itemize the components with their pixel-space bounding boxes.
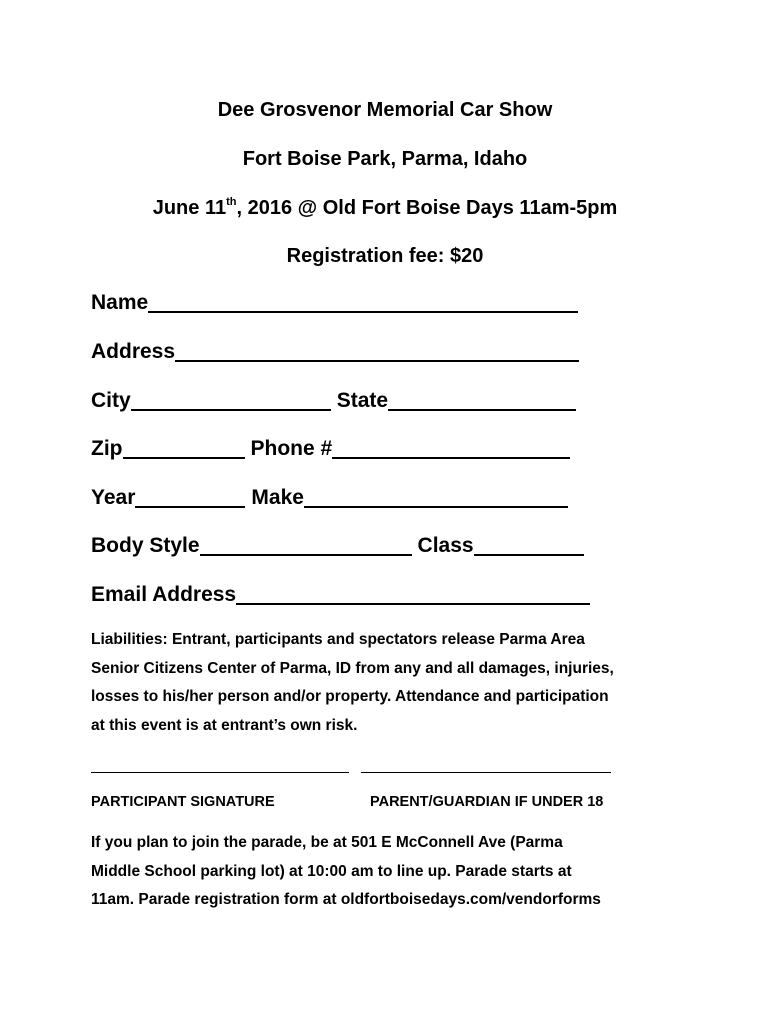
email-label: Email Address: [91, 583, 237, 606]
address-field[interactable]: [175, 338, 579, 362]
year-field[interactable]: [135, 484, 245, 508]
liabilities-paragraph: [91, 626, 691, 740]
city-state-row: [91, 386, 582, 416]
make-field[interactable]: [304, 484, 568, 508]
event-date: [0, 196, 770, 220]
state-field[interactable]: [388, 387, 576, 411]
liabilities-line: losses to his/her person and/or property. Attendance and participation: [91, 688, 609, 705]
class-label: Class: [417, 534, 474, 557]
parade-line: If you plan to join the parade, be at 501 E McConnell Ave (Parma: [91, 834, 563, 851]
email-row: [91, 580, 596, 610]
zip-phone-row: [91, 434, 576, 464]
name-field[interactable]: [148, 289, 578, 313]
address-label: Address: [91, 340, 176, 363]
registration-fee: Registration fee: $20: [286, 245, 484, 267]
event-date-rest: , 2016 @ Old Fort Boise Days 11am-5pm: [236, 197, 618, 219]
address-row: [91, 337, 585, 367]
parade-line: Middle School parking lot) at 10:00 am to line up. Parade starts at: [91, 862, 572, 880]
class-field[interactable]: [474, 532, 584, 556]
event-date-suffix: th: [226, 196, 237, 209]
city-field[interactable]: [131, 387, 331, 411]
email-field[interactable]: [236, 581, 590, 605]
parade-paragraph: [91, 829, 691, 915]
liabilities-line: Senior Citizens Center of Parma, ID from any and all damages, injuries,: [91, 659, 614, 677]
parade-line: 11am. Parade registration form at oldfortboisedays.com/vendorforms: [91, 891, 601, 908]
make-label: Make: [251, 486, 304, 509]
body-style-label: Body Style: [91, 534, 200, 557]
guardian-signature-field[interactable]: [361, 772, 611, 773]
participant-signature-label: PARTICIPANT SIGNATURE: [91, 794, 275, 810]
zip-label: Zip: [91, 437, 123, 460]
name-label: Name: [91, 291, 149, 314]
event-date-day: June 11: [152, 197, 227, 219]
name-row: [91, 288, 584, 318]
phone-label: Phone #: [250, 437, 333, 460]
body-style-field[interactable]: [200, 532, 412, 556]
event-title: Dee Grosvenor Memorial Car Show: [217, 99, 553, 121]
phone-field[interactable]: [332, 435, 570, 459]
body-class-row: [91, 531, 590, 561]
year-label: Year: [91, 486, 136, 509]
event-location: Fort Boise Park, Parma, Idaho: [242, 148, 528, 170]
zip-field[interactable]: [123, 435, 245, 459]
liabilities-line: at this event is at entrant’s own risk.: [91, 716, 358, 734]
city-label: City: [91, 389, 131, 412]
year-make-row: [91, 483, 574, 513]
state-label: State: [336, 389, 389, 412]
participant-signature-field[interactable]: [91, 772, 349, 773]
guardian-signature-label: PARENT/GUARDIAN IF UNDER 18: [370, 794, 604, 810]
liabilities-line: Liabilities: Entrant, participants and spectators release Parma Area: [91, 631, 585, 648]
